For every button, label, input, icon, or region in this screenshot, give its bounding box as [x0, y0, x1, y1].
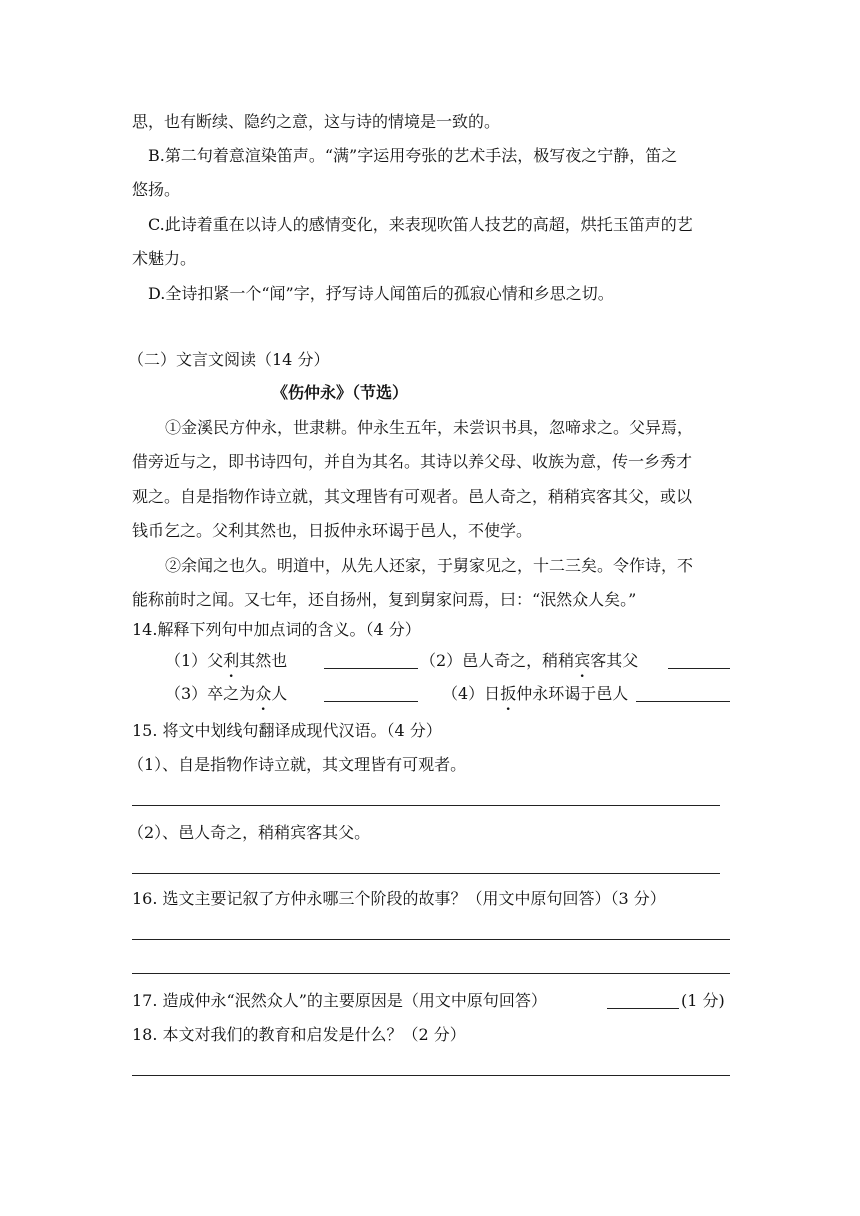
- q14-item-1: [165, 651, 287, 671]
- dotted-char: 利: [223, 651, 240, 670]
- q15-sentence-2: （2）、邑人奇之，稍稍宾客其父。: [128, 823, 371, 842]
- passage-p1-line3: 观之。自是指物作诗立就，其文理皆有可观者。邑人奇之，稍稍宾客其父，或以: [132, 487, 693, 506]
- passage-title: 《伤仲永》（节选）: [272, 383, 409, 402]
- q14-item-3-pre: （3）卒之为: [165, 684, 256, 703]
- passage-p1-line4: 钱币乞之。父利其然也，日扳仲永环谒于邑人，不使学。: [132, 521, 533, 540]
- q15-stem: 15. 将文中划线句翻译成现代汉语。（4 分）: [132, 721, 442, 740]
- option-c-line2: 术魅力。: [132, 249, 197, 268]
- dotted-char: 扳: [500, 684, 517, 703]
- option-c-line1: C.此诗着重在以诗人的感情变化，来表现吹笛人技艺的高超，烘托玉笛声的艺: [148, 215, 693, 234]
- q14-answer-2[interactable]: [668, 667, 730, 669]
- passage-p2-line1: ②余闻之也久。明道中，从先人还家，于舅家见之，十二三矣。令作诗，不: [165, 556, 694, 575]
- option-b-line1: B.第二句着意渲染笛声。“满”字运用夸张的艺术手法，极写夜之宁静，笛之: [148, 146, 678, 165]
- option-b-line2: 悠扬。: [132, 180, 181, 199]
- q18-answer[interactable]: [132, 1074, 730, 1076]
- passage-p1-line1: ①金溪民方仲永，世隶耕。仲永生五年，未尝识书具，忽啼求之。父异焉，: [165, 418, 694, 437]
- q14-item-1-pre: （1）父: [165, 651, 224, 670]
- q16-answer-2[interactable]: [132, 972, 730, 974]
- passage-p2-line2: 能称前时之闻。又七年，还自扬州，复到舅家问焉，曰：“泯然众人矣。”: [132, 590, 637, 609]
- option-a-continued: 思，也有断续、隐约之意，这与诗的情境是一致的。: [132, 112, 501, 131]
- q15-sentence-1: （1）、自是指物作诗立就，其文理皆有可观者。: [128, 755, 467, 774]
- dotted-char: 众: [255, 684, 272, 703]
- q18-stem: 18. 本文对我们的教育和启发是什么？（2 分）: [132, 1025, 466, 1044]
- q14-item-3: [165, 684, 287, 704]
- q14-item-3-post: 人: [271, 684, 288, 703]
- q14-item-4: [442, 684, 628, 704]
- q14-answer-4[interactable]: [636, 700, 730, 702]
- dotted-char: 宾: [574, 651, 591, 670]
- q14-item-4-post: 仲永环谒于邑人: [516, 684, 629, 703]
- q17-answer[interactable]: [607, 1007, 679, 1009]
- q14-item-4-pre: （4）日: [442, 684, 501, 703]
- q15-answer-1[interactable]: [132, 804, 720, 806]
- passage-p1-line2: 借旁近与之，即书诗四句，并自为其名。其诗以养父母、收族为意，传一乡秀才: [132, 452, 693, 471]
- q14-item-1-post: 其然也: [239, 651, 288, 670]
- q14-answer-3[interactable]: [324, 700, 418, 702]
- q14-item-2: [420, 651, 638, 671]
- q14-stem: 14.解释下列句中加点词的含义。（4 分）: [132, 620, 421, 639]
- option-d-line1: D.全诗扣紧一个“闻”字，抒写诗人闻笛后的孤寂心情和乡思之切。: [148, 284, 614, 303]
- q17-score: (1 分): [681, 991, 725, 1010]
- section-heading: （二）文言文阅读（14 分）: [128, 350, 330, 369]
- q16-answer-1[interactable]: [132, 938, 730, 940]
- q16-stem: 16. 选文主要记叙了方仲永哪三个阶段的故事？（用文中原句回答）（3 分）: [132, 889, 666, 908]
- q15-answer-2[interactable]: [132, 872, 720, 874]
- q14-item-2-post: 客其父: [590, 651, 639, 670]
- q17-stem: 17. 造成仲永“泯然众人”的主要原因是（用文中原句回答）: [132, 991, 547, 1010]
- q14-answer-1[interactable]: [324, 667, 418, 669]
- q14-item-2-pre: （2）邑人奇之，稍稍: [420, 651, 575, 670]
